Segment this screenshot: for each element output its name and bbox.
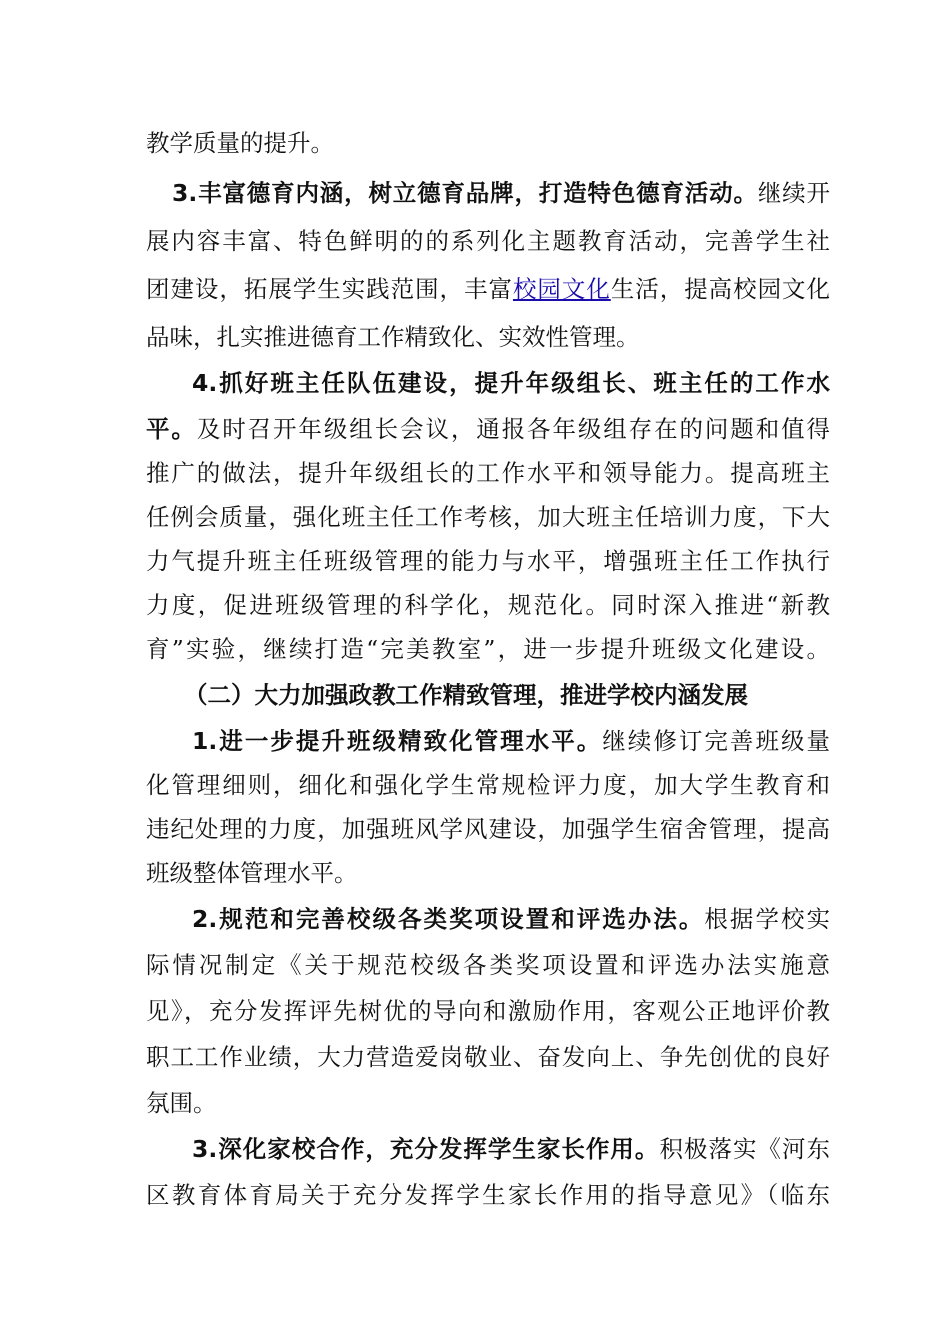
paragraph-line: 违纪处理的力度，加强班风学风建设，加强学生宿舍管理，提高 (146, 815, 830, 843)
body-text: 继续开 (757, 179, 830, 207)
section-heading: （二）大力加强政教工作精致管理，推进学校内涵发展 (184, 681, 748, 709)
paragraph-line: 化管理细则，细化和强化学生常规检评力度，加大学生教育和 (146, 771, 830, 799)
body-text: 及时召开年级组长会议，通报各年级组存在的问题和值得 (196, 415, 830, 443)
paragraph-line: 力度，促进班级管理的科学化，规范化。同时深入推进“新教 (146, 591, 830, 619)
paragraph-line: 育”实验，继续打造“完美教室”，进一步提升班级文化建设。 (146, 635, 830, 663)
paragraph-line: 推广的做法，提升年级组长的工作水平和领导能力。提高班主 (146, 459, 830, 487)
paragraph-line: 任例会质量，强化班主任工作考核，加大班主任培训力度，下大 (146, 503, 830, 531)
body-text: 教学质量的提升。 (146, 129, 334, 157)
paragraph-line: 际情况制定《关于规范校级各类奖项设置和评选办法实施意 (146, 951, 830, 979)
item-heading: 1.进一步提升班级精致化管理水平。 (192, 727, 603, 755)
body-text: 积极落实《河东 (659, 1135, 830, 1163)
item-heading: 2.规范和完善校级各类奖项设置和评选办法。 (192, 905, 705, 933)
paragraph-line (172, 172, 830, 214)
body-text: 继续修订完善班级量 (602, 727, 830, 755)
paragraph-line (192, 720, 830, 762)
paragraph-line (146, 408, 830, 450)
paragraph-line: 氛围。 (146, 1089, 217, 1117)
paragraph-line: 展内容丰富、特色鲜明的的系列化主题教育活动，完善学生社 (146, 227, 830, 255)
body-text: 根据学校实 (704, 905, 830, 933)
paragraph-line: 区教育体育局关于充分发挥学生家长作用的指导意见》（临东 (146, 1181, 830, 1209)
paragraph-line: 力气提升班主任班级管理的能力与水平，增强班主任工作执行 (146, 547, 830, 575)
paragraph-line (192, 898, 830, 940)
paragraph-line (146, 122, 830, 164)
body-text: 生活，提高校园文化 (610, 275, 830, 303)
paragraph-line: 职工工作业绩，大力营造爱岗敬业、奋发向上、争先创优的良好 (146, 1043, 830, 1071)
paragraph-line (146, 268, 830, 310)
paragraph-line (192, 1128, 830, 1170)
body-text: 团建设，拓展学生实践范围，丰富 (146, 275, 513, 303)
paragraph-line: 见》，充分发挥评先树优的导向和激励作用，客观公正地评价教 (146, 997, 830, 1025)
item-heading: 3.丰富德育内涵，树立德育品牌，打造特色德育活动。 (172, 179, 758, 207)
item-heading: 3.深化家校合作，充分发挥学生家长作用。 (192, 1135, 660, 1163)
item-heading: 4.抓好班主任队伍建设，提升年级组长、班主任的工作水 (192, 369, 830, 397)
paragraph-line: 品味，扎实推进德育工作精致化、实效性管理。 (146, 323, 640, 351)
item-heading: 平。 (146, 415, 197, 443)
paragraph-line: 班级整体管理水平。 (146, 859, 358, 887)
culture-link[interactable]: 校园文化 (512, 275, 611, 303)
